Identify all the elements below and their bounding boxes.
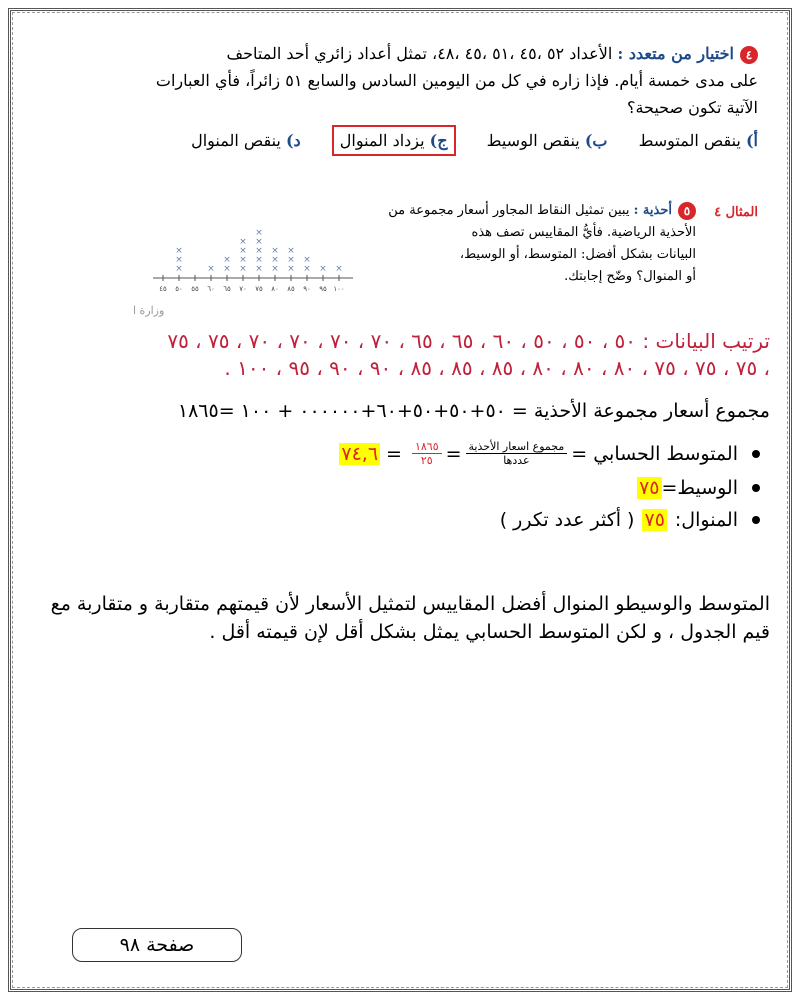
dot-plot-mark: ×: [319, 264, 327, 274]
conclusion: المتوسط والوسيطو المنوال أفضل المقاييس لتمثيل الأسعار لأن قيمتهم متقاربة و متقاربة مع قيم الجدول ، و لكن المتوسط الحسابي يمثل بشكل أقل لإن قيمته أقل .: [50, 593, 770, 643]
question-body-3: الآتية تكون صحيحة؟: [626, 98, 758, 117]
dot-plot-mark: ×: [287, 246, 295, 256]
median-label: الوسيط=: [661, 477, 738, 499]
median-item: [60, 477, 760, 499]
bullet-icon: [752, 484, 760, 492]
dot-plot-tick-label: ٧٠: [239, 285, 247, 293]
question-body-1: الأعداد ٥٢ ،٤٥ ،٥١ ،٤٥ ،٤٨، تمثل أعداد زائري أحد المتاحف: [226, 44, 613, 63]
equals-sign: =: [445, 442, 462, 465]
dot-plot-mark: ×: [303, 255, 311, 265]
dot-plot-mark: ×: [271, 246, 279, 256]
mode-value: ٧٥: [644, 509, 665, 531]
dot-plot-mark: ×: [175, 255, 183, 265]
dot-plot-mark: ×: [271, 255, 279, 265]
ordering-label: ترتيب البيانات :: [642, 329, 770, 353]
question-title: اختيار من متعدد :: [617, 44, 734, 63]
example-line1: يبين تمثيل النقاط المجاور أسعار مجموعة من: [388, 203, 630, 218]
dot-plot-mark: ×: [239, 264, 247, 274]
measures-list: [60, 440, 760, 541]
sum-line: مجموع أسعار مجموعة الأحذية = ٥٠+٥٠+٥٠+٦٠+٠٠٠٠٠٠ + ١٠٠ =١٨٦٥: [177, 400, 770, 422]
dot-plot-mark: ×: [255, 255, 263, 265]
dot-plot-tick-label: ٦٥: [223, 285, 231, 293]
mean-fraction: $\frac{١٨٦٥}{٢٥}$: [412, 440, 442, 467]
dot-plot-mark: ×: [223, 264, 231, 274]
dot-plot-mark: ×: [335, 264, 343, 274]
mean-value: ٧٤,٦: [341, 442, 379, 465]
bullet-icon: [752, 450, 760, 458]
watermark: وزارة ا: [133, 304, 165, 317]
example-text: [356, 200, 696, 288]
dot-plot-tick-label: ١٠٠: [333, 285, 345, 293]
equals-sign-2: =: [386, 442, 402, 465]
dot-plot: [133, 200, 373, 300]
example-line2: الأحذية الرياضية. فأيُّ المقاييس تصف هذه: [471, 225, 696, 240]
page-number: صفحة ٩٨: [72, 928, 242, 962]
dot-plot-mark: ×: [255, 264, 263, 274]
mean-item: [60, 440, 760, 467]
example-line4: أو المنوال؟ وضّح إجابتك.: [564, 269, 696, 284]
dot-plot-mark: ×: [239, 237, 247, 247]
example-line3: البيانات بشكل أفضل: المتوسط، أو الوسيط،: [459, 247, 696, 262]
dot-plot-tick-label: ٧٥: [255, 285, 263, 293]
ordering-line-1: [30, 327, 770, 355]
dot-plot-mark: ×: [287, 264, 295, 274]
dot-plot-mark: ×: [255, 228, 263, 238]
ordering-values-1: ٥٠ ، ٥٠ ، ٥٠ ، ٦٠ ، ٦٥ ، ٦٥ ، ٧٠ ، ٧٠ ، ٧٠ ، ٧٠ ، ٧٥ ، ٧٥: [167, 329, 637, 353]
dot-plot-tick-label: ٥٥: [191, 285, 199, 293]
options-row: [58, 125, 758, 156]
dot-plot-tick-label: ٩٠: [303, 285, 311, 293]
dot-plot-mark: ×: [175, 246, 183, 256]
median-value: ٧٥: [639, 477, 660, 499]
question-4-line1: [58, 40, 758, 67]
dot-plot-mark: ×: [255, 237, 263, 247]
dot-plot-mark: ×: [271, 264, 279, 274]
dot-plot-mark: ×: [223, 255, 231, 265]
mean-label: المتوسط الحسابي =: [571, 442, 738, 465]
example-4: [38, 200, 758, 320]
option-d: د) ينقص المنوال: [191, 131, 301, 150]
example-number: ٥: [678, 202, 696, 220]
mode-note: ( أكثر عدد تكرر ): [499, 509, 635, 531]
option-b: ب) ينقص الوسيط: [486, 131, 608, 150]
dot-plot-tick-label: ٨٠: [271, 285, 279, 293]
question-number: ٤: [740, 46, 758, 64]
dot-plot-tick-label: ٩٥: [319, 285, 327, 293]
option-c-selected: ج) يزداد المنوال: [332, 125, 456, 156]
dot-plot-tick-label: ٤٥: [159, 285, 167, 293]
dot-plot-mark: ×: [287, 255, 295, 265]
option-a: أ) ينقص المتوسط: [638, 131, 758, 150]
dot-plot-mark: ×: [239, 255, 247, 265]
mode-item: [60, 509, 760, 531]
dot-plot-mark: ×: [207, 264, 215, 274]
mode-label: المنوال:: [674, 509, 738, 531]
dot-plot-mark: ×: [239, 246, 247, 256]
dot-plot-tick-label: ٦٠: [207, 285, 215, 293]
dot-plot-mark: ×: [255, 246, 263, 256]
question-4: [58, 40, 758, 156]
question-body-2: على مدى خمسة أيام. فإذا زاره في كل من اليومين السادس والسابع ٥١ زائراً، فأي العبارات: [155, 71, 758, 90]
dot-plot-tick-label: ٥٠: [175, 285, 183, 293]
example-label: المثال ٤: [714, 205, 758, 220]
bullet-icon: [752, 516, 760, 524]
dot-plot-tick-label: ٨٥: [287, 285, 295, 293]
example-title: أحذية :: [633, 203, 672, 218]
mean-formula: $\frac{\text{مجموع اسعار الأحذية}}{\text{عددها}}$: [466, 440, 568, 467]
ordering-line-2: ، ٧٥ ، ٧٥ ، ٧٥ ، ٨٠ ، ٨٠ ، ٨٠ ، ٨٥ ، ٨٥ ، ٨٥ ، ٩٠ ، ٩٠ ، ٩٥ ، ١٠٠ .: [224, 356, 770, 380]
dot-plot-mark: ×: [175, 264, 183, 274]
dot-plot-mark: ×: [303, 264, 311, 274]
